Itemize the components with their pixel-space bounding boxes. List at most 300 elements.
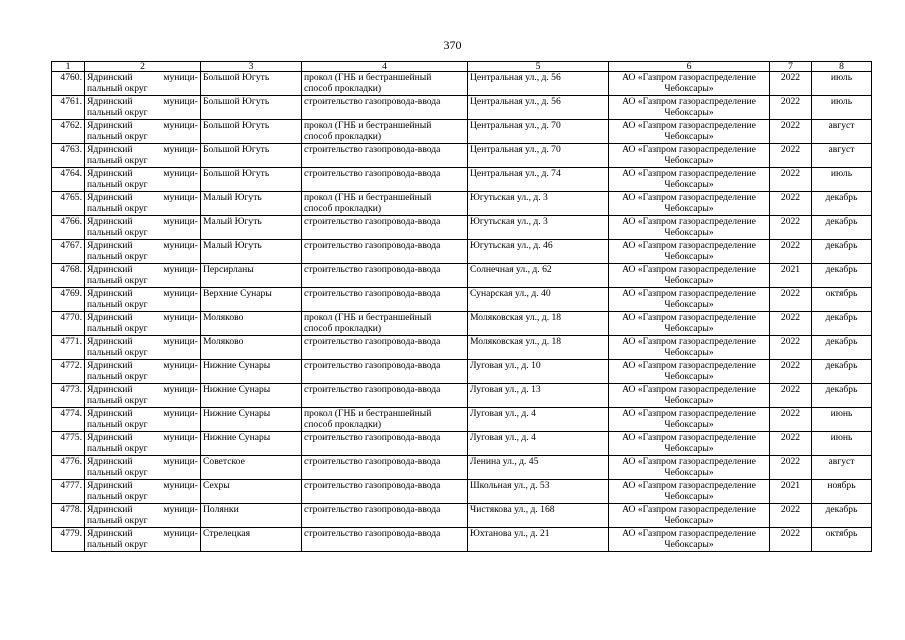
row-number: 4776. bbox=[52, 456, 85, 480]
organization-line2: Чебоксары» bbox=[664, 515, 714, 526]
year-cell: 2022 bbox=[770, 216, 812, 240]
district-cell bbox=[85, 384, 201, 408]
address-cell: Солнечная ул., д. 62 bbox=[468, 264, 609, 288]
organization-line1: АО «Газпром газораспределение bbox=[622, 384, 756, 395]
work-type-line2: способ прокладки) bbox=[304, 419, 382, 430]
month-cell: декабрь bbox=[812, 216, 872, 240]
organization-cell bbox=[609, 240, 770, 264]
column-header-5: 5 bbox=[468, 62, 609, 72]
table-row bbox=[52, 144, 872, 168]
year-cell: 2022 bbox=[770, 432, 812, 456]
district-cell bbox=[85, 336, 201, 360]
month-cell: декабрь bbox=[812, 384, 872, 408]
table-row bbox=[52, 504, 872, 528]
organization-line1: АО «Газпром газораспределение bbox=[622, 456, 756, 467]
district-hyphen-part: муници- bbox=[163, 528, 198, 539]
organization-line2: Чебоксары» bbox=[664, 83, 714, 94]
work-type-line2: способ прокладки) bbox=[304, 131, 382, 142]
work-type-cell bbox=[302, 96, 468, 120]
column-header-8: 8 bbox=[812, 62, 872, 72]
work-type-line1: строительство газопровода-ввода bbox=[304, 240, 441, 251]
organization-line1: АО «Газпром газораспределение bbox=[622, 72, 756, 83]
work-type-cell bbox=[302, 504, 468, 528]
organization-line2: Чебоксары» bbox=[664, 323, 714, 334]
year-cell: 2022 bbox=[770, 528, 812, 552]
address-cell: Югутьская ул., д. 46 bbox=[468, 240, 609, 264]
district-hyphen-part: муници- bbox=[163, 312, 198, 323]
month-cell: декабрь bbox=[812, 336, 872, 360]
organization-line2: Чебоксары» bbox=[664, 539, 714, 550]
organization-line1: АО «Газпром газораспределение bbox=[622, 120, 756, 131]
month-cell: август bbox=[812, 120, 872, 144]
organization-line1: АО «Газпром газораспределение bbox=[622, 528, 756, 539]
table-row bbox=[52, 264, 872, 288]
district-name: Ядринский bbox=[87, 240, 133, 251]
organization-line2: Чебоксары» bbox=[664, 179, 714, 190]
work-type-cell bbox=[302, 312, 468, 336]
organization-cell bbox=[609, 384, 770, 408]
work-type-line1: прокол (ГНБ и бестраншейный bbox=[304, 120, 432, 131]
row-number: 4779. bbox=[52, 528, 85, 552]
locality-cell: Нижние Сунары bbox=[201, 360, 302, 384]
table-row bbox=[52, 480, 872, 504]
address-cell: Центральная ул., д. 70 bbox=[468, 120, 609, 144]
month-cell: июнь bbox=[812, 408, 872, 432]
organization-line2: Чебоксары» bbox=[664, 251, 714, 262]
organization-cell bbox=[609, 432, 770, 456]
district-hyphen-part: муници- bbox=[163, 336, 198, 347]
district-hyphen-part: муници- bbox=[163, 408, 198, 419]
work-type-line2: способ прокладки) bbox=[304, 203, 382, 214]
district-name: Ядринский bbox=[87, 144, 133, 155]
organization-line2: Чебоксары» bbox=[664, 419, 714, 430]
organization-line2: Чебоксары» bbox=[664, 395, 714, 406]
table-row bbox=[52, 408, 872, 432]
organization-cell bbox=[609, 168, 770, 192]
organization-cell bbox=[609, 120, 770, 144]
organization-line2: Чебоксары» bbox=[664, 203, 714, 214]
table-row bbox=[52, 168, 872, 192]
row-number: 4762. bbox=[52, 120, 85, 144]
address-cell: Югутьская ул., д. 3 bbox=[468, 216, 609, 240]
district-name-cont: пальный округ bbox=[87, 419, 148, 430]
locality-cell: Большой Югуть bbox=[201, 144, 302, 168]
year-cell: 2022 bbox=[770, 336, 812, 360]
work-type-line1: строительство газопровода-ввода bbox=[304, 360, 441, 371]
address-cell: Ленина ул., д. 45 bbox=[468, 456, 609, 480]
work-type-cell bbox=[302, 480, 468, 504]
work-type-cell bbox=[302, 72, 468, 96]
organization-cell bbox=[609, 264, 770, 288]
work-type-line1: строительство газопровода-ввода bbox=[304, 288, 441, 299]
locality-cell: Нижние Сунары bbox=[201, 384, 302, 408]
organization-cell bbox=[609, 192, 770, 216]
locality-cell: Нижние Сунары bbox=[201, 432, 302, 456]
address-cell: Моляковская ул., д. 18 bbox=[468, 312, 609, 336]
work-type-cell bbox=[302, 288, 468, 312]
address-cell: Югутьская ул., д. 3 bbox=[468, 192, 609, 216]
month-cell: июнь bbox=[812, 432, 872, 456]
work-type-line1: строительство газопровода-ввода bbox=[304, 504, 441, 515]
gas-connection-register-table bbox=[51, 61, 872, 552]
work-type-line1: прокол (ГНБ и бестраншейный bbox=[304, 72, 432, 83]
row-number: 4772. bbox=[52, 360, 85, 384]
address-cell: Сунарская ул., д. 40 bbox=[468, 288, 609, 312]
column-header-2: 2 bbox=[85, 62, 201, 72]
organization-line2: Чебоксары» bbox=[664, 491, 714, 502]
row-number: 4773. bbox=[52, 384, 85, 408]
district-name-cont: пальный округ bbox=[87, 371, 148, 382]
work-type-cell bbox=[302, 144, 468, 168]
page-number: 370 bbox=[443, 38, 462, 52]
organization-line1: АО «Газпром газораспределение bbox=[622, 336, 756, 347]
district-name-cont: пальный округ bbox=[87, 155, 148, 166]
work-type-cell bbox=[302, 192, 468, 216]
work-type-line1: строительство газопровода-ввода bbox=[304, 96, 441, 107]
year-cell: 2022 bbox=[770, 120, 812, 144]
district-name: Ядринский bbox=[87, 480, 133, 491]
work-type-line1: строительство газопровода-ввода bbox=[304, 456, 441, 467]
address-cell: Школьная ул., д. 53 bbox=[468, 480, 609, 504]
work-type-cell bbox=[302, 240, 468, 264]
district-name: Ядринский bbox=[87, 216, 133, 227]
district-name: Ядринский bbox=[87, 336, 133, 347]
organization-line2: Чебоксары» bbox=[664, 347, 714, 358]
year-cell: 2022 bbox=[770, 96, 812, 120]
table-row bbox=[52, 528, 872, 552]
row-number: 4764. bbox=[52, 168, 85, 192]
work-type-line1: строительство газопровода-ввода bbox=[304, 264, 441, 275]
organization-line1: АО «Газпром газораспределение bbox=[622, 360, 756, 371]
locality-cell: Полянки bbox=[201, 504, 302, 528]
year-cell: 2022 bbox=[770, 456, 812, 480]
district-cell bbox=[85, 72, 201, 96]
locality-cell: Стрелецкая bbox=[201, 528, 302, 552]
district-name-cont: пальный округ bbox=[87, 203, 148, 214]
table-row bbox=[52, 456, 872, 480]
district-name-cont: пальный округ bbox=[87, 227, 148, 238]
locality-cell: Нижние Сунары bbox=[201, 408, 302, 432]
organization-cell bbox=[609, 312, 770, 336]
work-type-line1: строительство газопровода-ввода bbox=[304, 384, 441, 395]
locality-cell: Малый Югуть bbox=[201, 192, 302, 216]
district-hyphen-part: муници- bbox=[163, 144, 198, 155]
district-name-cont: пальный округ bbox=[87, 395, 148, 406]
organization-line2: Чебоксары» bbox=[664, 299, 714, 310]
year-cell: 2022 bbox=[770, 288, 812, 312]
district-cell bbox=[85, 408, 201, 432]
district-cell bbox=[85, 360, 201, 384]
year-cell: 2022 bbox=[770, 384, 812, 408]
locality-cell: Большой Югуть bbox=[201, 96, 302, 120]
column-header-6: 6 bbox=[609, 62, 770, 72]
district-name-cont: пальный округ bbox=[87, 443, 148, 454]
district-name-cont: пальный округ bbox=[87, 299, 148, 310]
address-cell: Чистякова ул., д. 168 bbox=[468, 504, 609, 528]
table-body bbox=[52, 72, 872, 552]
organization-line1: АО «Газпром газораспределение bbox=[622, 168, 756, 179]
work-type-line1: прокол (ГНБ и бестраншейный bbox=[304, 408, 432, 419]
district-name-cont: пальный округ bbox=[87, 179, 148, 190]
district-hyphen-part: муници- bbox=[163, 168, 198, 179]
organization-cell bbox=[609, 504, 770, 528]
work-type-line1: строительство газопровода-ввода bbox=[304, 528, 441, 539]
district-name: Ядринский bbox=[87, 408, 133, 419]
work-type-line2: способ прокладки) bbox=[304, 323, 382, 334]
locality-cell: Персирланы bbox=[201, 264, 302, 288]
year-cell: 2021 bbox=[770, 264, 812, 288]
district-cell bbox=[85, 96, 201, 120]
district-hyphen-part: муници- bbox=[163, 504, 198, 515]
organization-line2: Чебоксары» bbox=[664, 371, 714, 382]
month-cell: июль bbox=[812, 72, 872, 96]
district-name-cont: пальный округ bbox=[87, 347, 148, 358]
table-row bbox=[52, 312, 872, 336]
address-cell: Центральная ул., д. 74 bbox=[468, 168, 609, 192]
organization-line1: АО «Газпром газораспределение bbox=[622, 144, 756, 155]
district-cell bbox=[85, 216, 201, 240]
district-cell bbox=[85, 456, 201, 480]
organization-line1: АО «Газпром газораспределение bbox=[622, 264, 756, 275]
organization-cell bbox=[609, 360, 770, 384]
district-cell bbox=[85, 240, 201, 264]
work-type-cell bbox=[302, 168, 468, 192]
table-row bbox=[52, 216, 872, 240]
column-header-7: 7 bbox=[770, 62, 812, 72]
district-name: Ядринский bbox=[87, 264, 133, 275]
row-number: 4777. bbox=[52, 480, 85, 504]
row-number: 4771. bbox=[52, 336, 85, 360]
district-hyphen-part: муници- bbox=[163, 240, 198, 251]
row-number: 4763. bbox=[52, 144, 85, 168]
row-number: 4774. bbox=[52, 408, 85, 432]
table-row bbox=[52, 360, 872, 384]
address-cell: Луговая ул., д. 4 bbox=[468, 432, 609, 456]
district-cell bbox=[85, 144, 201, 168]
organization-cell bbox=[609, 456, 770, 480]
month-cell: ноябрь bbox=[812, 480, 872, 504]
year-cell: 2022 bbox=[770, 360, 812, 384]
header-row bbox=[52, 62, 872, 72]
row-number: 4761. bbox=[52, 96, 85, 120]
row-number: 4765. bbox=[52, 192, 85, 216]
district-name: Ядринский bbox=[87, 96, 133, 107]
table-row bbox=[52, 432, 872, 456]
address-cell: Центральная ул., д. 56 bbox=[468, 72, 609, 96]
address-cell: Луговая ул., д. 10 bbox=[468, 360, 609, 384]
organization-cell bbox=[609, 408, 770, 432]
district-name: Ядринский bbox=[87, 384, 133, 395]
organization-line1: АО «Газпром газораспределение bbox=[622, 96, 756, 107]
table-row bbox=[52, 96, 872, 120]
district-name-cont: пальный округ bbox=[87, 515, 148, 526]
month-cell: октябрь bbox=[812, 528, 872, 552]
district-cell bbox=[85, 264, 201, 288]
address-cell: Юхтанова ул., д. 21 bbox=[468, 528, 609, 552]
work-type-cell bbox=[302, 384, 468, 408]
column-header-4: 4 bbox=[302, 62, 468, 72]
organization-line1: АО «Газпром газораспределение bbox=[622, 432, 756, 443]
locality-cell: Советское bbox=[201, 456, 302, 480]
year-cell: 2022 bbox=[770, 504, 812, 528]
organization-line2: Чебоксары» bbox=[664, 131, 714, 142]
year-cell: 2022 bbox=[770, 240, 812, 264]
month-cell: декабрь bbox=[812, 360, 872, 384]
work-type-line1: строительство газопровода-ввода bbox=[304, 336, 441, 347]
table-row bbox=[52, 336, 872, 360]
work-type-line1: строительство газопровода-ввода bbox=[304, 480, 441, 491]
organization-line1: АО «Газпром газораспределение bbox=[622, 240, 756, 251]
year-cell: 2021 bbox=[770, 480, 812, 504]
organization-cell bbox=[609, 336, 770, 360]
row-number: 4769. bbox=[52, 288, 85, 312]
district-cell bbox=[85, 192, 201, 216]
district-cell bbox=[85, 288, 201, 312]
district-name-cont: пальный округ bbox=[87, 131, 148, 142]
district-hyphen-part: муници- bbox=[163, 72, 198, 83]
column-header-3: 3 bbox=[201, 62, 302, 72]
district-name-cont: пальный округ bbox=[87, 323, 148, 334]
district-name-cont: пальный округ bbox=[87, 107, 148, 118]
work-type-cell bbox=[302, 432, 468, 456]
work-type-line1: строительство газопровода-ввода bbox=[304, 216, 441, 227]
address-cell: Луговая ул., д. 13 bbox=[468, 384, 609, 408]
month-cell: декабрь bbox=[812, 312, 872, 336]
month-cell: декабрь bbox=[812, 264, 872, 288]
district-cell bbox=[85, 168, 201, 192]
district-hyphen-part: муници- bbox=[163, 432, 198, 443]
locality-cell: Моляково bbox=[201, 336, 302, 360]
work-type-cell bbox=[302, 408, 468, 432]
district-cell bbox=[85, 120, 201, 144]
organization-line1: АО «Газпром газораспределение bbox=[622, 192, 756, 203]
district-hyphen-part: муници- bbox=[163, 264, 198, 275]
district-name: Ядринский bbox=[87, 360, 133, 371]
organization-line1: АО «Газпром газораспределение bbox=[622, 312, 756, 323]
district-name: Ядринский bbox=[87, 72, 133, 83]
district-hyphen-part: муници- bbox=[163, 360, 198, 371]
district-hyphen-part: муници- bbox=[163, 456, 198, 467]
work-type-line2: способ прокладки) bbox=[304, 83, 382, 94]
district-name-cont: пальный округ bbox=[87, 491, 148, 502]
locality-cell: Малый Югуть bbox=[201, 240, 302, 264]
table-row bbox=[52, 288, 872, 312]
address-cell: Центральная ул., д. 70 bbox=[468, 144, 609, 168]
district-name-cont: пальный округ bbox=[87, 83, 148, 94]
organization-cell bbox=[609, 216, 770, 240]
locality-cell: Моляково bbox=[201, 312, 302, 336]
organization-line1: АО «Газпром газораспределение bbox=[622, 480, 756, 491]
district-hyphen-part: муници- bbox=[163, 120, 198, 131]
organization-line2: Чебоксары» bbox=[664, 107, 714, 118]
work-type-line1: прокол (ГНБ и бестраншейный bbox=[304, 312, 432, 323]
district-name: Ядринский bbox=[87, 432, 133, 443]
year-cell: 2022 bbox=[770, 168, 812, 192]
organization-line2: Чебоксары» bbox=[664, 227, 714, 238]
row-number: 4778. bbox=[52, 504, 85, 528]
work-type-cell bbox=[302, 360, 468, 384]
month-cell: август bbox=[812, 144, 872, 168]
district-hyphen-part: муници- bbox=[163, 96, 198, 107]
row-number: 4775. bbox=[52, 432, 85, 456]
month-cell: декабрь bbox=[812, 192, 872, 216]
district-cell bbox=[85, 504, 201, 528]
month-cell: июль bbox=[812, 168, 872, 192]
district-hyphen-part: муници- bbox=[163, 384, 198, 395]
district-cell bbox=[85, 480, 201, 504]
row-number: 4760. bbox=[52, 72, 85, 96]
district-cell bbox=[85, 312, 201, 336]
locality-cell: Малый Югуть bbox=[201, 216, 302, 240]
table-row bbox=[52, 384, 872, 408]
district-name: Ядринский bbox=[87, 288, 133, 299]
year-cell: 2022 bbox=[770, 312, 812, 336]
work-type-cell bbox=[302, 120, 468, 144]
organization-cell bbox=[609, 528, 770, 552]
row-number: 4770. bbox=[52, 312, 85, 336]
organization-line1: АО «Газпром газораспределение bbox=[622, 408, 756, 419]
work-type-cell bbox=[302, 264, 468, 288]
locality-cell: Большой Югуть bbox=[201, 120, 302, 144]
table-row bbox=[52, 240, 872, 264]
district-name: Ядринский bbox=[87, 312, 133, 323]
locality-cell: Верхние Сунары bbox=[201, 288, 302, 312]
district-name: Ядринский bbox=[87, 168, 133, 179]
address-cell: Моляковская ул., д. 18 bbox=[468, 336, 609, 360]
table-row bbox=[52, 192, 872, 216]
year-cell: 2022 bbox=[770, 144, 812, 168]
month-cell: август bbox=[812, 456, 872, 480]
table-header bbox=[52, 62, 872, 72]
organization-cell bbox=[609, 144, 770, 168]
district-name: Ядринский bbox=[87, 456, 133, 467]
month-cell: декабрь bbox=[812, 504, 872, 528]
year-cell: 2022 bbox=[770, 408, 812, 432]
district-name: Ядринский bbox=[87, 192, 133, 203]
organization-line1: АО «Газпром газораспределение bbox=[622, 288, 756, 299]
organization-line1: АО «Газпром газораспределение bbox=[622, 504, 756, 515]
locality-cell: Большой Югуть bbox=[201, 168, 302, 192]
organization-line2: Чебоксары» bbox=[664, 155, 714, 166]
district-name: Ядринский bbox=[87, 120, 133, 131]
work-type-cell bbox=[302, 216, 468, 240]
table-row bbox=[52, 120, 872, 144]
organization-line1: АО «Газпром газораспределение bbox=[622, 216, 756, 227]
address-cell: Центральная ул., д. 56 bbox=[468, 96, 609, 120]
column-header-1: 1 bbox=[52, 62, 85, 72]
organization-line2: Чебоксары» bbox=[664, 275, 714, 286]
work-type-line1: строительство газопровода-ввода bbox=[304, 144, 441, 155]
month-cell: октябрь bbox=[812, 288, 872, 312]
district-name-cont: пальный округ bbox=[87, 251, 148, 262]
district-name-cont: пальный округ bbox=[87, 275, 148, 286]
district-cell bbox=[85, 528, 201, 552]
organization-line2: Чебоксары» bbox=[664, 443, 714, 454]
organization-line2: Чебоксары» bbox=[664, 467, 714, 478]
row-number: 4767. bbox=[52, 240, 85, 264]
work-type-line1: строительство газопровода-ввода bbox=[304, 168, 441, 179]
district-hyphen-part: муници- bbox=[163, 216, 198, 227]
year-cell: 2022 bbox=[770, 192, 812, 216]
work-type-cell bbox=[302, 528, 468, 552]
district-hyphen-part: муници- bbox=[163, 288, 198, 299]
month-cell: декабрь bbox=[812, 240, 872, 264]
district-name: Ядринский bbox=[87, 528, 133, 539]
table-row bbox=[52, 72, 872, 96]
district-cell bbox=[85, 432, 201, 456]
district-name-cont: пальный округ bbox=[87, 539, 148, 550]
row-number: 4766. bbox=[52, 216, 85, 240]
